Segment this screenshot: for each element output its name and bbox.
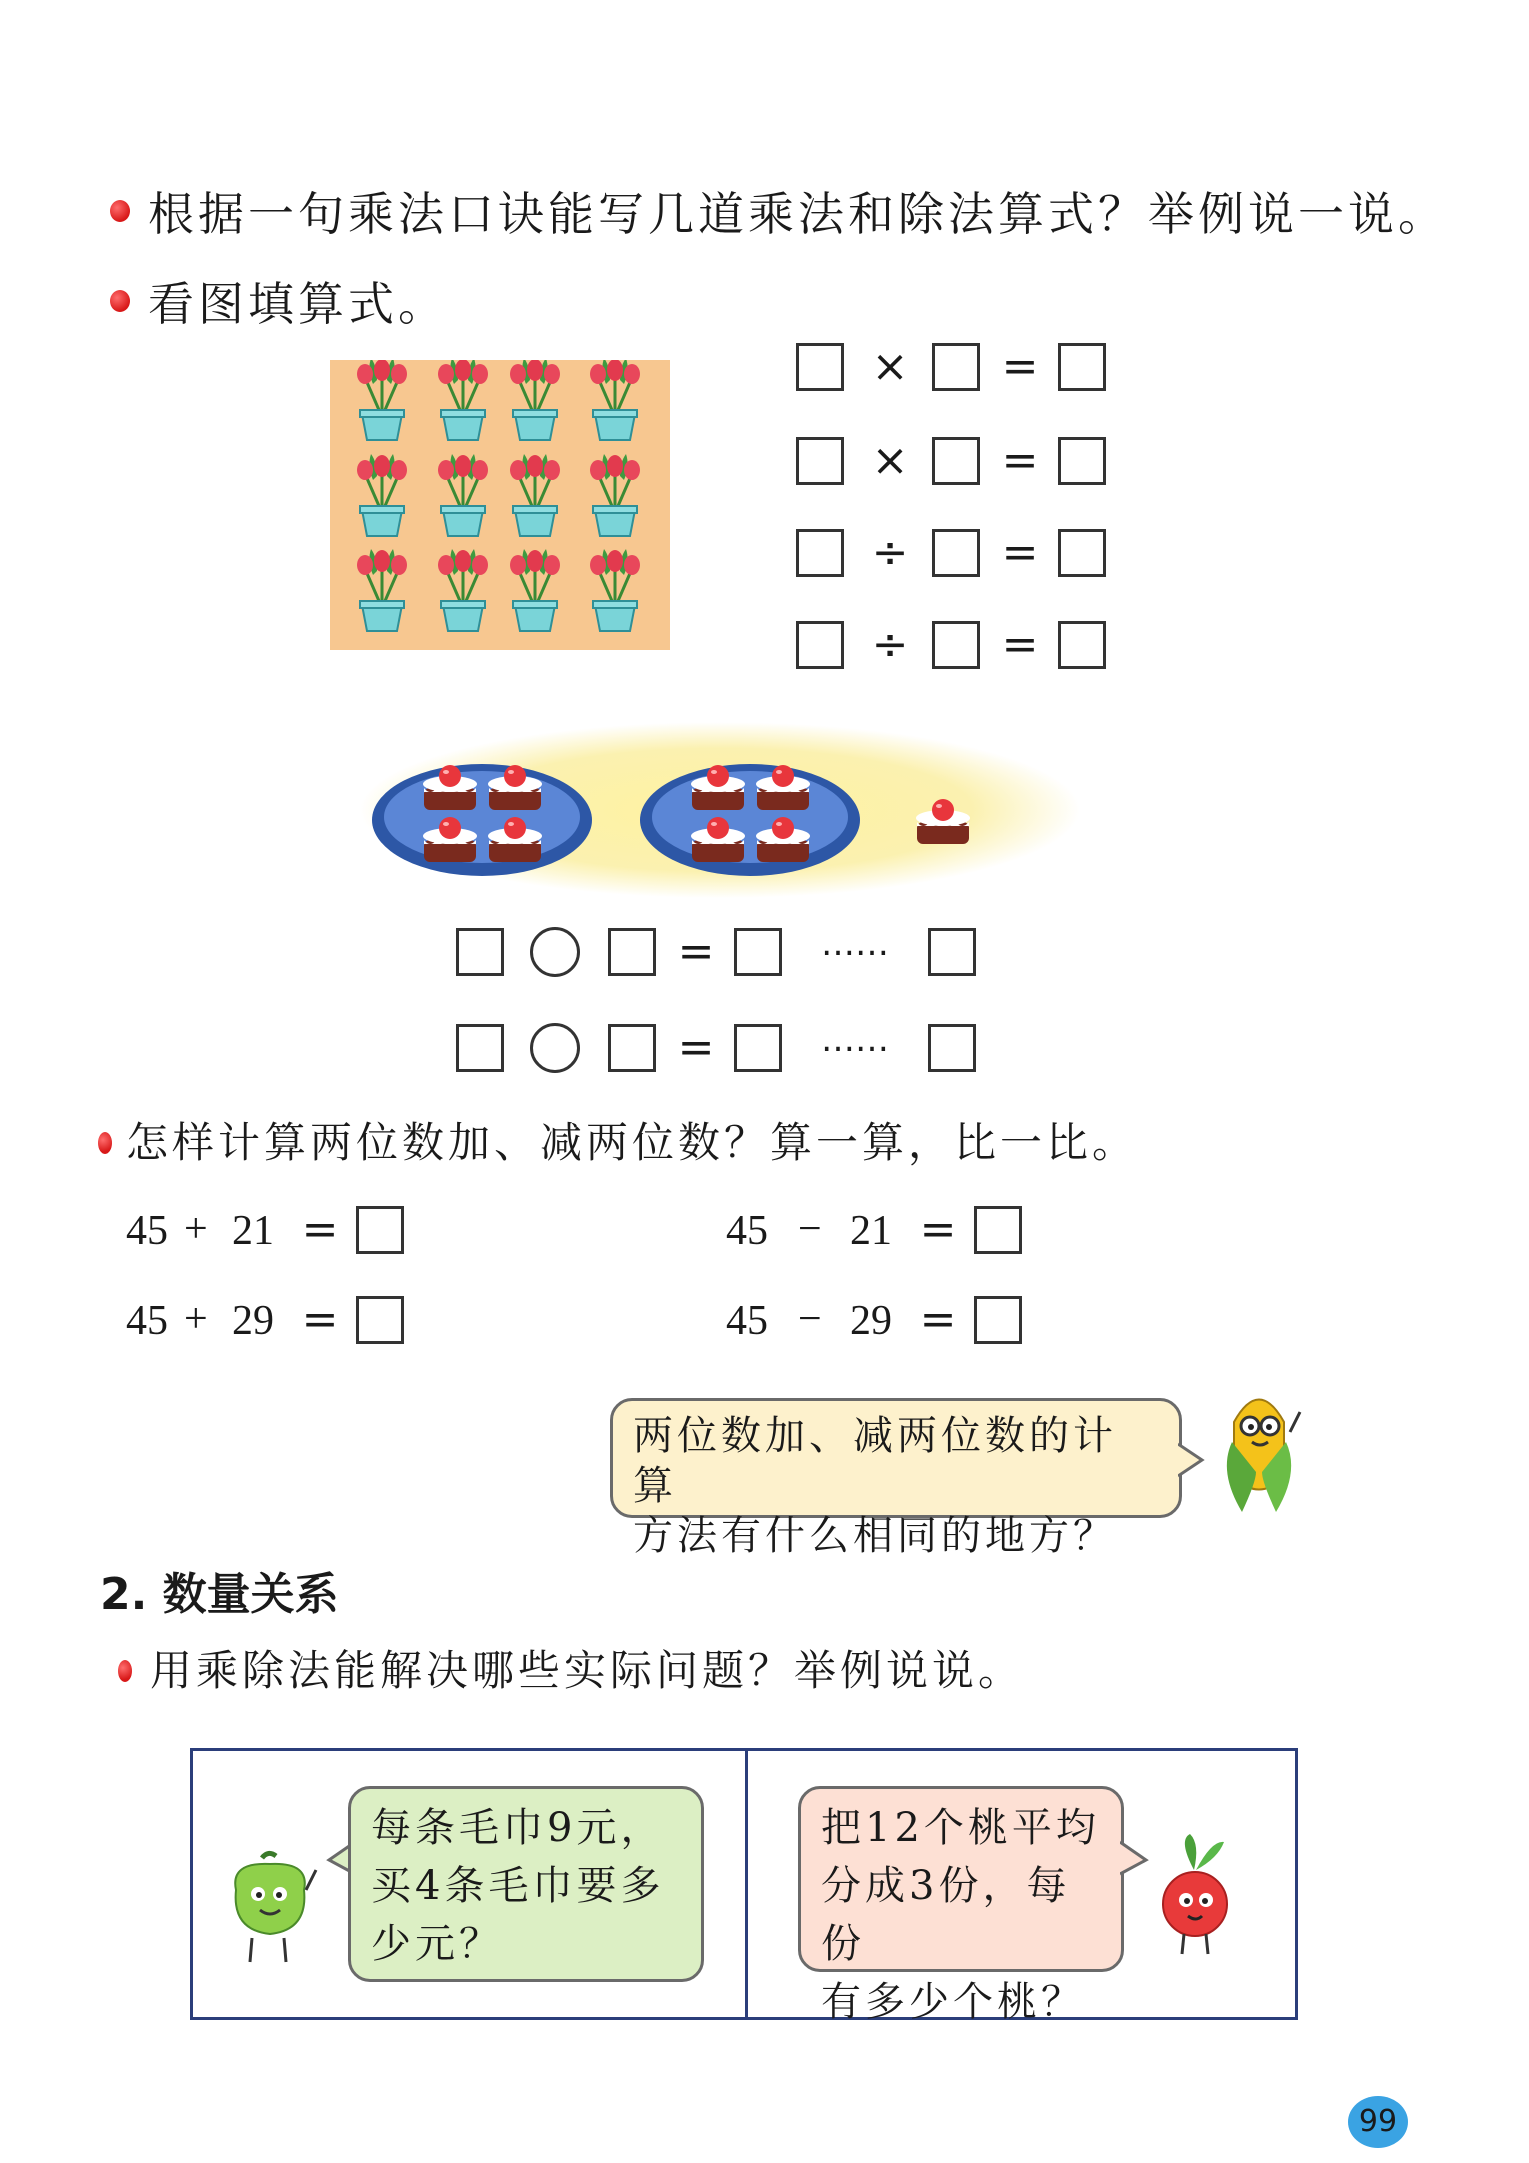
equals-sign: = [919, 1204, 957, 1255]
answer-box[interactable] [608, 1024, 656, 1072]
problem-line: 分成3份，每份 [821, 1863, 1071, 1967]
equals-sign: = [301, 1204, 339, 1255]
equals-sign: = [919, 1294, 957, 1345]
equals-sign: = [301, 1294, 339, 1345]
operand: 45 [126, 1208, 168, 1254]
answer-box[interactable] [928, 928, 976, 976]
problem-line: 把12个桃平均 [821, 1805, 1100, 1851]
operand: 29 [232, 1298, 274, 1344]
operand: 45 [726, 1208, 768, 1254]
section-question: 用乘除法能解决哪些实际问题？举例说说。 [150, 1646, 1025, 1695]
operator: − [798, 1296, 822, 1342]
answer-box[interactable] [932, 529, 980, 577]
section-heading: 2. 数量关系 [100, 1569, 339, 1620]
answer-box[interactable] [608, 928, 656, 976]
operator-circle[interactable] [530, 927, 580, 977]
question-2: 看图填算式。 [148, 277, 448, 331]
operand: 29 [850, 1298, 892, 1344]
answer-box[interactable] [932, 437, 980, 485]
corn-mascot-icon [1214, 1382, 1304, 1522]
divide-sign: ÷ [871, 527, 909, 578]
answer-box[interactable] [1058, 529, 1106, 577]
operand: 45 [726, 1298, 768, 1344]
corn-speech-bubble [610, 1398, 1182, 1559]
answer-box[interactable] [356, 1206, 404, 1254]
bullet-icon [98, 1132, 112, 1154]
pepper-mascot-icon [222, 1850, 318, 1970]
operator: + [184, 1296, 208, 1342]
problem-line: 少元？ [371, 1921, 503, 1967]
operator: + [184, 1206, 208, 1252]
problem-line: 买4条毛巾要多 [371, 1863, 665, 1909]
bullet-icon [110, 290, 130, 312]
answer-box[interactable] [456, 928, 504, 976]
operand: 45 [126, 1298, 168, 1344]
panel-divider [745, 1751, 748, 2017]
remainder-dots: …… [821, 924, 889, 964]
bullet-icon [118, 1660, 132, 1682]
bullet-icon [110, 200, 130, 222]
bubble-tail-icon [1178, 1440, 1208, 1480]
problem-line: 每条毛巾9元， [371, 1805, 665, 1851]
equals-sign: = [1001, 341, 1039, 392]
equals-sign: = [1001, 435, 1039, 486]
bubble-line: 两位数加、减两位数的计算 [633, 1413, 1117, 1509]
answer-box[interactable] [1058, 621, 1106, 669]
operand: 21 [850, 1208, 892, 1254]
operand: 21 [232, 1208, 274, 1254]
answer-box[interactable] [796, 621, 844, 669]
question-1: 根据一句乘法口诀能写几道乘法和除法算式？举例说一说。 [148, 187, 1448, 241]
times-sign: × [871, 341, 909, 392]
bubble-tail-icon [1120, 1838, 1150, 1878]
page-number: 99 [1358, 2104, 1398, 2139]
problem-bubble-right [798, 1786, 1124, 2025]
times-sign: × [871, 435, 909, 486]
radish-mascot-icon [1150, 1830, 1240, 1960]
operator-circle[interactable] [530, 1023, 580, 1073]
answer-box[interactable] [932, 621, 980, 669]
answer-box[interactable] [796, 529, 844, 577]
bubble-line: 方法有什么相同的地方？ [633, 1513, 1117, 1559]
remainder-dots: …… [821, 1020, 889, 1060]
answer-box[interactable] [974, 1296, 1022, 1344]
answer-box[interactable] [796, 437, 844, 485]
problem-line: 有多少个桃？ [821, 1979, 1085, 2025]
question-3: 怎样计算两位数加、减两位数？算一算，比一比。 [126, 1118, 1139, 1167]
answer-box[interactable] [456, 1024, 504, 1072]
answer-box[interactable] [1058, 437, 1106, 485]
operator: − [798, 1206, 822, 1252]
answer-box[interactable] [928, 1024, 976, 1072]
answer-box[interactable] [734, 928, 782, 976]
problem-bubble-left [348, 1786, 704, 1982]
answer-box[interactable] [356, 1296, 404, 1344]
equals-sign: = [1001, 527, 1039, 578]
flower-pots-picture [330, 360, 670, 650]
answer-box[interactable] [796, 343, 844, 391]
cakes-picture [360, 720, 1080, 900]
divide-sign: ÷ [871, 619, 909, 670]
answer-box[interactable] [734, 1024, 782, 1072]
equals-sign: = [1001, 619, 1039, 670]
answer-box[interactable] [932, 343, 980, 391]
answer-box[interactable] [974, 1206, 1022, 1254]
equals-sign: = [677, 1022, 715, 1073]
equals-sign: = [677, 926, 715, 977]
answer-box[interactable] [1058, 343, 1106, 391]
